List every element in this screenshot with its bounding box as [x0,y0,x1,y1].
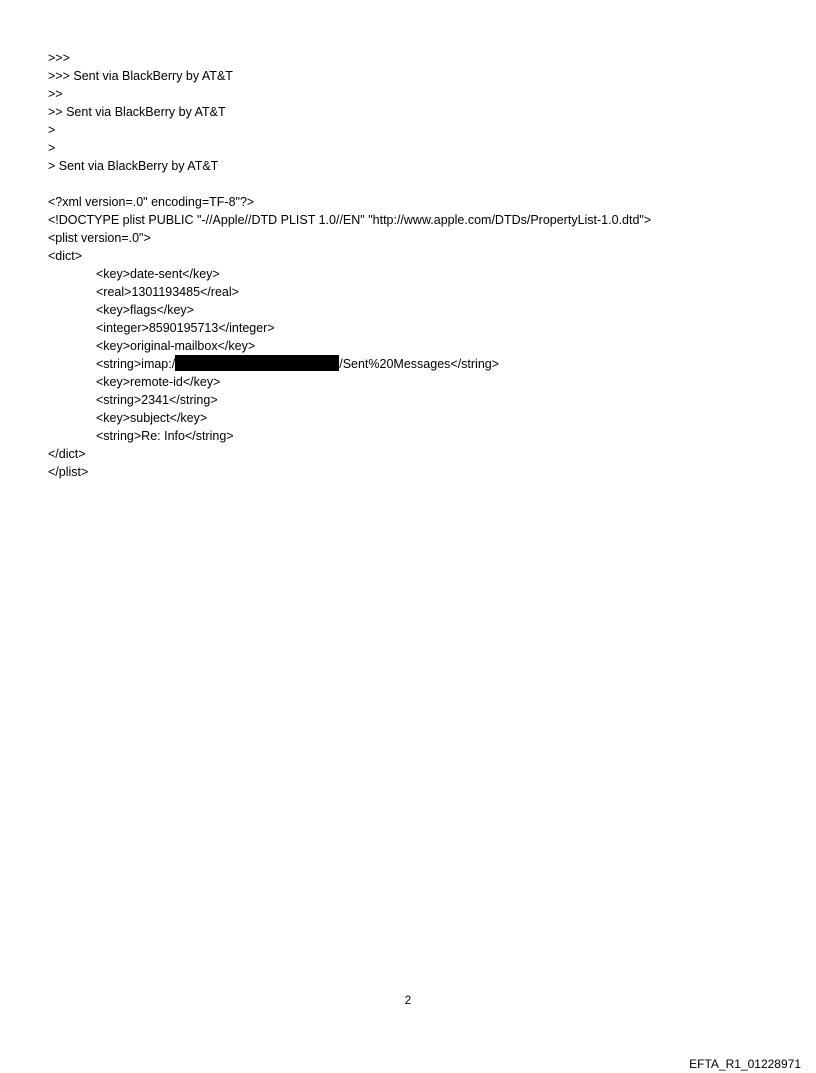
quoted-line: >>> [48,51,70,65]
xml-declaration: <?xml version=.0" encoding=TF-8"?> [48,195,255,209]
plist-entry: <real>1301193485</real> [96,285,239,299]
redaction-block [175,355,339,371]
document-body [48,49,651,481]
quoted-line: > [48,141,56,155]
plist-entry: <key>date-sent</key> [96,267,220,281]
quoted-line: > [48,123,56,137]
dict-open-tag: <dict> [48,249,83,263]
plist-entry: <key>subject</key> [96,411,208,425]
mailbox-string-entry [48,355,651,373]
blank-line [48,175,651,193]
plist-entry: <string>2341</string> [96,393,218,407]
plist-entry: <key>remote-id</key> [96,375,221,389]
plist-entry: <key>flags</key> [96,303,194,317]
plist-close-tag: </plist> [48,465,89,479]
quoted-line: >> Sent via BlackBerry by AT&T [48,105,226,119]
mailbox-string-suffix: /Sent%20Messages</string> [339,357,500,371]
doctype-line: <!DOCTYPE plist PUBLIC "-//Apple//DTD PLIST 1.0//EN" "http://www.apple.com/DTDs/PropertyList-1.0.dtd"> [48,213,652,227]
plist-entry: <key>original-mailbox</key> [96,339,256,353]
quoted-line: > Sent via BlackBerry by AT&T [48,159,219,173]
quoted-line: >>> Sent via BlackBerry by AT&T [48,69,233,83]
mailbox-string-prefix: <string>imap:/ [96,357,176,371]
quoted-line: >> [48,87,63,101]
plist-entry: <integer>8590195713</integer> [96,321,275,335]
plist-entry: <string>Re: Info</string> [96,429,234,443]
dict-close-tag: </dict> [48,447,86,461]
document-id: EFTA_R1_01228971 [689,1057,801,1071]
plist-open-tag: <plist version=.0"> [48,231,151,245]
page-number: 2 [404,995,412,1007]
